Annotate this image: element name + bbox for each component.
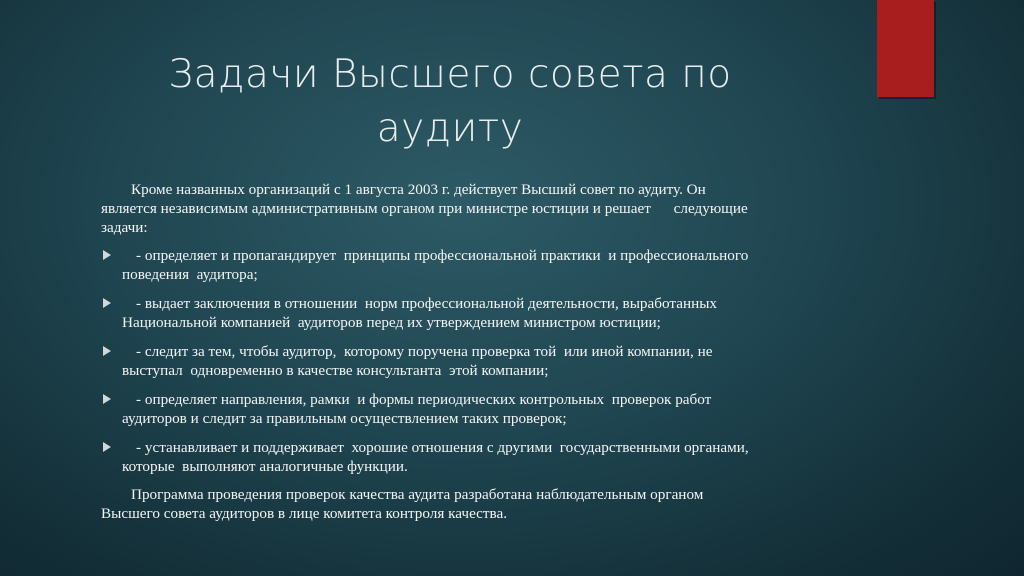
list-item-line-2: Национальной компанией аудиторов перед их утверждением министром юстиции; [122, 314, 661, 331]
triangle-bullet-icon [103, 346, 111, 356]
list-item-line-1: - определяет направления, рамки и формы периодических контрольных проверок работ [136, 391, 712, 408]
closing-paragraph [101, 485, 821, 523]
slide-title [100, 48, 800, 156]
outro-line-2: Высшего совета аудиторов в лице комитета контроля качества. [101, 505, 508, 522]
list-item-line-1: - следит за тем, чтобы аудитор, которому поручена проверка той или иной компании, не [136, 343, 713, 360]
triangle-bullet-icon [103, 394, 111, 404]
title-line-1: Задачи Высшего совета по [168, 52, 732, 97]
triangle-bullet-icon [103, 298, 111, 308]
list-item-line-2: выступал одновременно в качестве консультанта этой компании; [122, 362, 549, 379]
list-item-line-1: - определяет и пропагандирует принципы профессиональной практики и профессионального [136, 247, 749, 264]
list-item-line-1: - устанавливает и поддерживает хорошие отношения с другими государственными органами, [136, 439, 749, 456]
intro-line-1: Кроме названных организаций с 1 августа 2003 г. действует Высший совет по аудиту. Он [131, 181, 706, 198]
list-item-line-2: поведения аудитора; [122, 266, 258, 283]
list-item-line-1: - выдает заключения в отношении норм профессиональной деятельности, выработанных [136, 295, 717, 312]
intro-line-2: является независимым административным органом при министре юстиции и решает следующие [101, 200, 748, 217]
intro-paragraph [101, 180, 821, 237]
list-item-line-2: аудиторов и следит за правильным осуществлением таких проверок; [122, 410, 567, 427]
title-line-2: аудиту [376, 106, 524, 151]
list-item-line-2: которые выполняют аналогичные функции. [122, 458, 408, 475]
accent-bar [877, 0, 934, 97]
triangle-bullet-icon [103, 442, 111, 452]
triangle-bullet-icon [103, 250, 111, 260]
outro-line-1: Программа проведения проверок качества аудита разработана наблюдательным органом [131, 486, 704, 503]
intro-line-3: задачи: [101, 219, 148, 236]
